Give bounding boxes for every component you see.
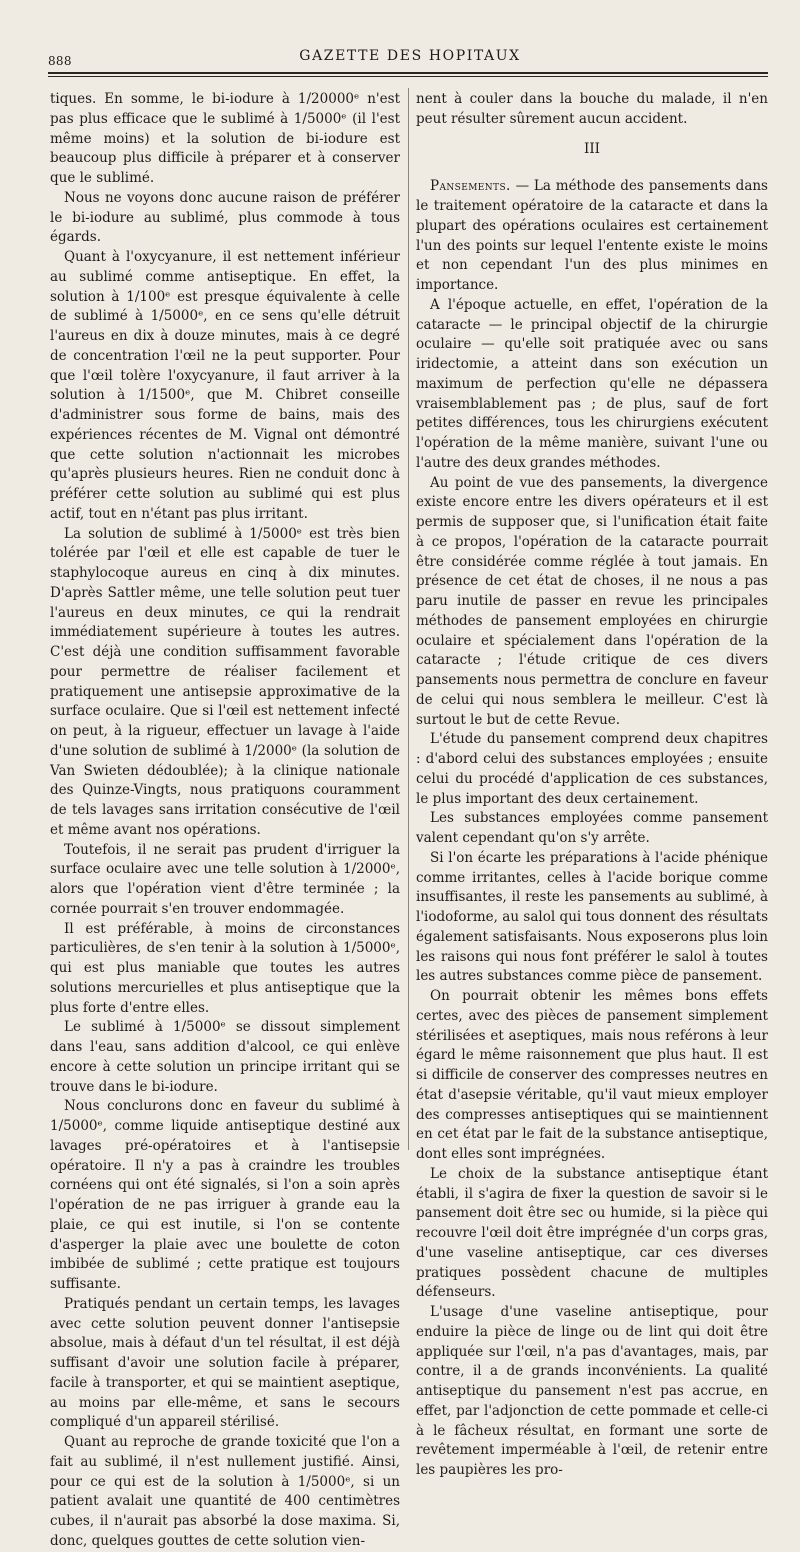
paragraph: On pourrait obtenir les mêmes bons effets certes, avec des pièces de pansement simplement stérilisées et aseptiques, mais nous reférons à leur égard le même raisonnement que plus haut. Il est si difficile de conserver des compresses neutres en état d'asepsie véritable, qu'il vaut mieux employer des compresses antiseptiques qui se maintiennent en cet état par le fait de la substance antiseptique, dont elles sont imprégnées. [416, 988, 768, 1162]
paragraph: A l'époque actuelle, en effet, l'opération de la cataracte — le principal objectif de la chirurgie oculaire — qu'elle soit pratiquée avec ou sans iridectomie, a atteint dans son exécution un maximum de perfection qu'elle ne dépassera vraisemblablement pas ; de plus, sauf de fort petites différences, tous les chirurgiens exécutent l'opération de la même manière, suivant l'une ou l'autre des deux grandes méthodes. [416, 296, 768, 471]
page-number: 888 [48, 54, 72, 68]
paragraph: Pratiqués pendant un certain temps, les lavages avec cette solution peuvent donner l'antisepsie absolue, mais à défaut d'un tel résultat, il est déjà suffisant d'avoir une solution facile à préparer, facile à transporter, et qui se maintient aseptique, au moins par elle-même, et sans le secours compliqué d'un appareil stérilisé. [50, 1295, 400, 1431]
left-column [50, 90, 400, 1552]
running-title: GAZETTE DES HOPITAUX [299, 48, 521, 64]
section-first-paragraph [416, 177, 768, 296]
paragraph: Il est préférable, à moins de circonstances particulières, de s'en tenir à la solution à 1/5000ᵉ, qui est plus maniable que toutes les autres solutions mercurielles et plus antiseptique que la plus forte d'entre elles. [50, 920, 400, 1016]
header-rule-thin [48, 76, 768, 77]
paragraph: Nous conclurons donc en faveur du sublimé à 1/5000ᵉ, comme liquide antiseptique destiné aux lavages pré-opératoires et à l'antisepsie opératoire. Il n'y a pas à craindre les troubles cornéens qui ont été signalés, si l'on a soin après l'opération de ne pas irriguer à grande eau la plaie, ce qui est inutile, si l'on se contente d'asperger la plaie avec une boulette de coton imbibée de sublimé ; cette pratique est toujours suffisante. [50, 1098, 400, 1292]
section-first-text: — La méthode des pansements dans le traitement opératoire de la cataracte et dans la plupart des opérations oculaires est certainement l'un des points sur lequel l'entente existe le moins et non cependant l'un des plus minimes en importance. [416, 178, 768, 293]
paragraph: Le choix de la substance antiseptique étant établi, il s'agira de fixer la question de savoir si le pansement doit être sec ou humide, si la pièce qui recouvre l'œil doit être imprégnée d'un corps gras, d'une vaseline antiseptique, car ces diverses pratiques possèdent chacune de multiples défenseurs. [416, 1165, 768, 1301]
right-column [416, 90, 768, 1481]
paragraph: L'usage d'une vaseline antiseptique, pour enduire la pièce de linge ou de lint qui doit être appliquée sur l'œil, n'a pas d'avantages, mais, par contre, il a de grands inconvénients. La qualité antiseptique du pansement n'est pas accrue, en effet, par l'adjonction de cette pommade et celle-ci à le fâcheux résultat, en formant une sorte de revêtement imperméable à l'œil, de retenir entre les paupières les pro- [416, 1304, 768, 1478]
paragraph: Le sublimé à 1/5000ᵉ se dissout simplement dans l'eau, sans addition d'alcool, ce qui enlève encore à cette solution un principe irritant qui se trouve dans le bi-iodure. [50, 1019, 400, 1095]
section-lead: Pansements. [430, 178, 511, 195]
column-divider [408, 88, 409, 1150]
paragraph: Quant au reproche de grande toxicité que l'on a fait au sublimé, il n'est nullement justifié. Ainsi, pour ce qui est de la solution à 1/5000ᵉ, si un patient avalait une quantité de 400 centimètres cubes, il n'aurait pas absorbé la dose maxima. Si, donc, quelques gouttes de cette solution vien- [50, 1434, 400, 1549]
paragraph: tiques. En somme, le bi-iodure à 1/20000ᵉ n'est pas plus efficace que le sublimé à 1/5000ᵉ (il l'est même moins) et la solution de bi-iodure est beaucoup plus difficile à préparer et à conserver que le sublimé. [50, 91, 400, 186]
continuation-paragraph: nent à couler dans la bouche du malade, il n'en peut résulter sûrement aucun accident. [416, 91, 768, 127]
paragraph: Au point de vue des pansements, la divergence existe encore entre les divers opérateurs et il est permis de supposer que, si l'unification était faite à ce propos, l'opération de la cataracte pourrait être considérée comme réglée à tout jamais. En présence de cet état de choses, il ne nous a pas paru inutile de passer en revue les principales méthodes de pansement employées en chirurgie oculaire et spécialement dans l'opération de la cataracte ; l'étude critique de ces divers pansements nous permettra de conclure en faveur de celui qui nous semblera le meilleur. C'est là surtout le but de cette Revue. [416, 474, 768, 728]
section-heading: III [584, 140, 600, 157]
paragraph: Si l'on écarte les préparations à l'acide phénique comme irritantes, celles à l'acide borique comme insuffisantes, il reste les pansements au sublimé, à l'iodoforme, au salol qui tous donnent des résultats également satisfaisants. Nous exposerons plus loin les raisons qui nous font préférer le salol à toutes les autres substances comme pièce de pansement. [416, 849, 768, 985]
header-rule-thick [48, 72, 768, 74]
paragraph: Toutefois, il ne serait pas prudent d'irriguer la surface oculaire avec une telle solution à 1/2000ᵉ, alors que l'opération vient d'être terminée ; la cornée pourrait s'en trouver endommagée. [50, 841, 400, 917]
paragraph: Quant à l'oxycyanure, il est nettement inférieur au sublimé comme antiseptique. En effet, la solution à 1/100ᵉ est presque équivalente à celle de sublimé à 1/5000ᵉ, en ce sens qu'elle détruit l'aureus en dix à douze minutes, mais à ce degré de concentration l'œil ne la peut supporter. Pour que l'œil tolère l'oxycyanure, il faut arriver à la solution à 1/1500ᵉ, que M. Chibret conseille d'administrer sous forme de bains, mais des expériences récentes de M. Vignal ont démontré que cette solution n'actionnait les microbes qu'après plusieurs heures. Rien ne conduit donc à préférer cette solution au sublimé qui est plus actif, tout en n'étant pas plus irritant. [50, 249, 400, 522]
paragraph: Nous ne voyons donc aucune raison de préférer le bi-iodure au sublimé, plus commode à tous égards. [50, 189, 400, 246]
paragraph: Les substances employées comme pansement valent cependant qu'on s'y arrête. [416, 810, 768, 846]
paragraph: La solution de sublimé à 1/5000ᵉ est très bien tolérée par l'œil et elle est capable de tuer le staphylocoque aureus en cinq à dix minutes. D'après Sattler même, une telle solution peut tuer l'aureus en deux minutes, ce qui la rendrait immédiatement supérieure à toutes les autres. C'est déjà une condition suffisamment favorable pour permettre de réaliser facilement et pratiquement une antisepsie approximative de la surface oculaire. Que si l'œil est nettement infecté on peut, à la rigueur, effectuer un lavage à l'aide d'une solution de sublimé à 1/2000ᵉ (la solution de Van Swieten dédoublée); à la clinique nationale des Quinze-Vingts, nous pratiquons couramment de tels lavages sans irritation consécutive de l'œil et même avant nos opérations. [50, 525, 400, 838]
page-header [48, 46, 772, 70]
paragraph: L'étude du pansement comprend deux chapitres : d'abord celui des substances employées ; ensuite celui du procédé d'application de ces substances, le plus important des deux certainement. [416, 731, 768, 807]
